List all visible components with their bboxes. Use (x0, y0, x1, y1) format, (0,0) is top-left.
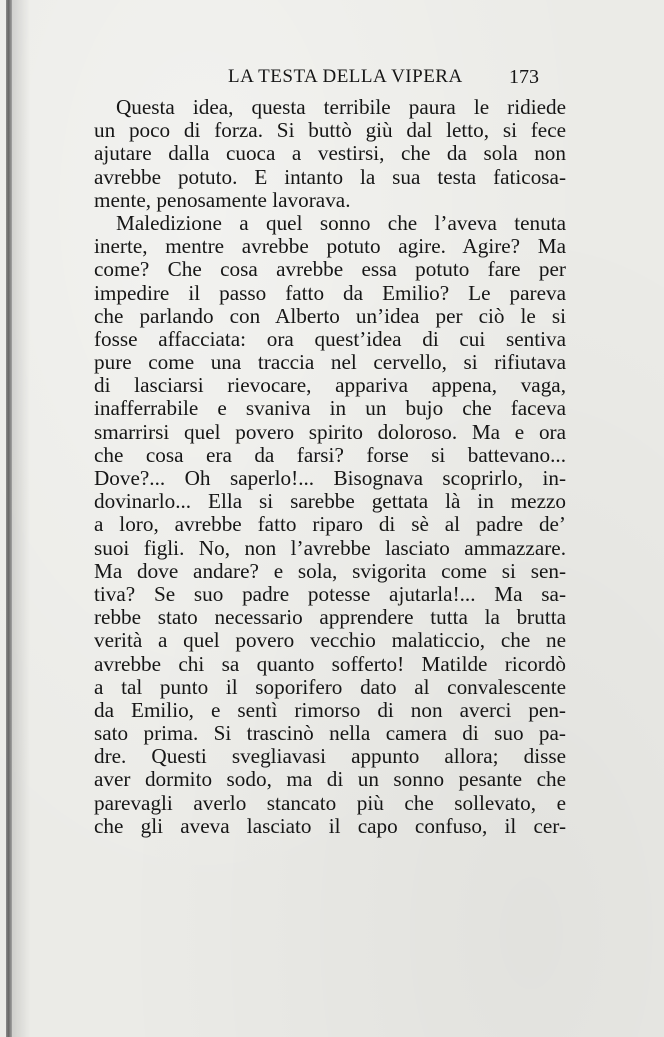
text-line: dre. Questi svegliavasi appunto allora; disse (94, 744, 566, 769)
text-line: dovinarlo... Ella si sarebbe gettata là in mezzo (94, 489, 566, 514)
text-line: avrebbe chi sa quanto sofferto! Matilde ricordò (94, 651, 566, 676)
text-line: inerte, mentre avrebbe potuto agire. Agire? Ma (94, 234, 566, 259)
text-line: a tal punto il soporifero dato al convalescente (94, 674, 566, 699)
running-title: LA TESTA DELLA VIPERA (228, 66, 463, 87)
text-line: tiva? Se suo padre potesse ajutarla!... Ma sa- (94, 581, 566, 606)
text-line: che parlando con Alberto un’idea per ciò le si (94, 303, 566, 328)
text-line: pure come una traccia nel cervello, si rifiutava (94, 350, 566, 375)
text-line: Dove?... Oh saperlo!... Bisognava scoprirlo, in- (94, 466, 566, 490)
text-line: parevagli averlo stancato più che sollevato, e (94, 790, 566, 815)
text-line: mente, penosamente lavorava. (94, 187, 351, 212)
text-line: impedire il passo fatto da Emilio? Le pareva (94, 280, 566, 305)
text-line: suoi figli. No, non l’avrebbe lasciato ammazzare. (94, 535, 566, 560)
text-line: inafferrabile e svaniva in un bujo che faceva (94, 396, 566, 421)
text-line: avrebbe potuto. E intanto la sua testa faticosa- (94, 164, 566, 189)
text-line: ajutare dalla cuoca a vestirsi, che da sola non (94, 141, 566, 166)
text-line: Questa idea, questa terribile paura le ridiede (116, 95, 566, 119)
text-line: che gli aveva lasciato il capo confuso, il cer- (94, 813, 566, 838)
text-line: Maledizione a quel sonno che l’aveva tenuta (116, 210, 566, 235)
text-line: a loro, avrebbe fatto riparo di sè al padre de’ (94, 512, 566, 537)
body-text (94, 96, 566, 838)
page-header (0, 66, 664, 96)
text-line: come? Che cosa avrebbe essa potuto fare per (94, 257, 566, 282)
page-number: 173 (509, 66, 539, 88)
text-line: aver dormito sodo, ma di un sonno pesante che (94, 767, 566, 792)
text-line: sato prima. Si trascinò nella camera di suo pa- (94, 721, 566, 746)
gutter-shadow (12, 0, 30, 1037)
text-line: che cosa era da farsi? forse si battevano... (94, 442, 566, 467)
text-line: da Emilio, e sentì rimorso di non averci pen- (94, 697, 566, 722)
text-line: di lasciarsi rievocare, appariva appena, vaga, (94, 373, 566, 398)
text-line: fosse affacciata: ora quest’idea di cui sentiva (94, 326, 566, 351)
text-line: smarrirsi quel povero spirito doloroso. Ma e ora (94, 419, 566, 444)
text-line: verità a quel povero vecchio malaticcio, che ne (94, 628, 566, 653)
text-line: rebbe stato necessario apprendere tutta la brutta (94, 605, 566, 630)
text-line: Ma dove andare? e sola, svigorita come si sen- (94, 558, 566, 583)
text-line: un poco di forza. Si buttò giù dal letto, si fece (94, 118, 566, 143)
